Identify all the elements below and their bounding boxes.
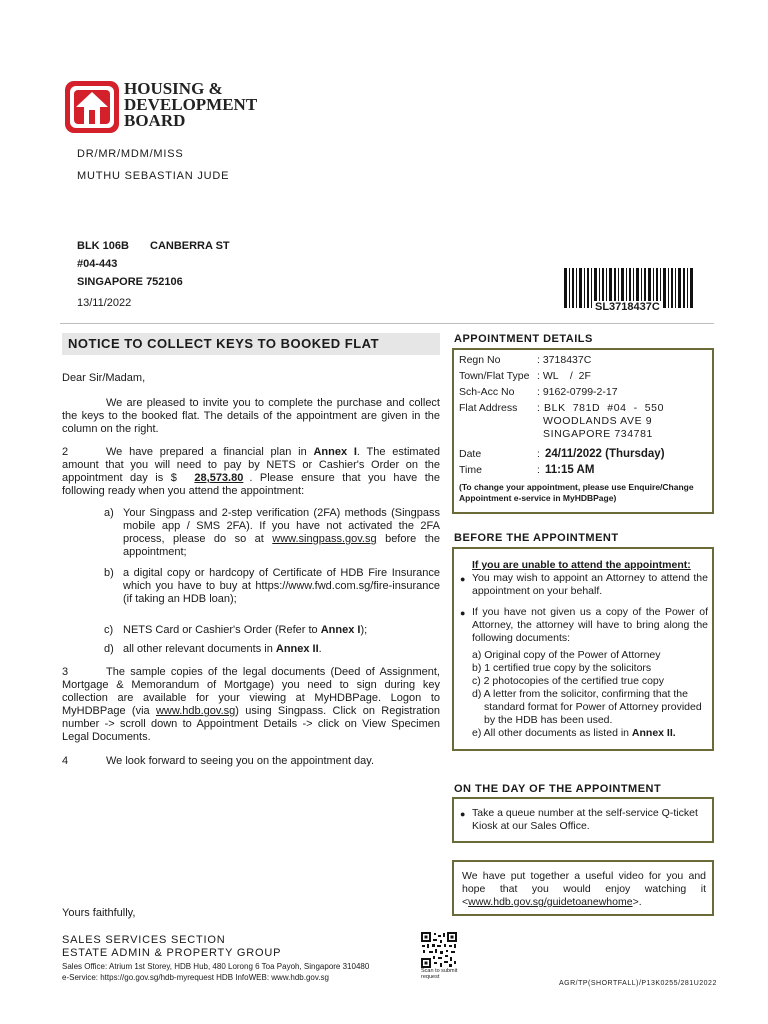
- item-b-label: b): [104, 567, 114, 579]
- footer-eservice: e-Service: https://go.gov.sg/hdb-myrequest HDB InfoWEB: www.hdb.gov.sg: [62, 973, 329, 982]
- onday-bullet-1: Take a queue number at the self-service Q-ticket Kiosk at our Sales Office.: [472, 807, 698, 832]
- item-a-label: a): [104, 507, 114, 519]
- before-bullet-2: If you have not given us a copy of the Power of Attorney, the attorney will have to bring along the following documents:: [472, 606, 708, 644]
- notice-title-banner: [62, 333, 440, 355]
- footer-section: SALES SERVICES SECTION: [62, 934, 226, 946]
- onday-box: [452, 797, 714, 843]
- payment-amount: 28,573.80: [194, 472, 244, 484]
- appointment-change-note: (To change your appointment, please use Enquire/Change Appointment e-service in MyHDBPage): [459, 482, 694, 503]
- paragraph-3-number: 3: [62, 666, 69, 678]
- item-c-text: NETS Card or Cashier's Order (Refer to: [123, 624, 321, 636]
- before-heading: BEFORE THE APPOINTMENT: [454, 532, 619, 544]
- before-subheading: If you are unable to attend the appointment:: [472, 559, 691, 571]
- item-c-label: c): [104, 624, 114, 636]
- notice-title: NOTICE TO COLLECT KEYS TO BOOKED FLAT: [68, 336, 380, 351]
- flat-address-line1: : BLK 781D #04 - 550: [537, 402, 665, 414]
- appointment-heading: APPOINTMENT DETAILS: [454, 333, 593, 345]
- item-b-text: a digital copy or hardcopy of Certificate of HDB Fire Insurance which you have to buy at https://www.fwd.com.sg/fire-insurance (if taking an HDB loan);: [123, 567, 440, 605]
- onday-heading: ON THE DAY OF THE APPOINTMENT: [454, 783, 662, 795]
- paragraph-2: [62, 446, 440, 498]
- video-text-end: >.: [632, 896, 642, 908]
- top-divider: [60, 323, 714, 324]
- paragraph-2-text-c: . Please ensure that you have the following ready when you attend the appointment:: [62, 472, 440, 497]
- date-label: Date: [459, 448, 482, 460]
- qr-code[interactable]: [421, 932, 457, 968]
- logo-text-line1: HOUSING &: [124, 79, 223, 98]
- time-label: Time: [459, 464, 482, 476]
- bullet-icon: ●: [460, 608, 466, 618]
- town-value: : WL / 2F: [537, 370, 591, 382]
- flat-address-line2: WOODLANDS AVE 9: [543, 415, 653, 427]
- regn-label: Regn No: [459, 354, 501, 366]
- bullet-icon: ●: [460, 809, 466, 819]
- paragraph-3-text-a: The sample copies of the legal documents (Deed of Assignment, Mortgage & Memorandum of Mortgage) you need to sign during key collection are available for your viewing at MyHDBPage. Logon to MyHDBPage (via: [62, 666, 440, 717]
- paragraph-3: [62, 666, 440, 744]
- barcode-text: SL3718437C: [592, 301, 663, 314]
- item-d-annex: Annex II: [275, 643, 319, 655]
- item-d-end: .: [318, 643, 322, 655]
- barcode: [564, 268, 694, 318]
- paragraph-1-text: We are pleased to invite you to complete the purchase and collect the keys to the booked flat. The details of the appointment are given in the column on the right.: [62, 397, 440, 435]
- paragraph-3-text-b: ) using Singpass. Click on Registration number -> scroll down to Appointment Details -> click on View Specimen Legal Documents.: [62, 705, 440, 743]
- item-c: [104, 624, 440, 637]
- guide-link[interactable]: www.hdb.gov.sg/guidetoanewhome: [468, 896, 633, 908]
- item-d-text: all other relevant documents in: [123, 643, 276, 655]
- hdb-link[interactable]: www.hdb.gov.sg: [155, 705, 236, 717]
- sch-label: Sch-Acc No: [459, 386, 515, 398]
- addressee-name: MUTHU SEBASTIAN JUDE: [77, 170, 230, 182]
- address-unit: #04-443: [77, 258, 118, 270]
- poa-item-b: b) 1 certified true copy by the solicitors: [472, 662, 652, 674]
- video-box: [452, 860, 714, 916]
- item-a-end: before the appointment;: [123, 533, 441, 558]
- paragraph-2-text-a: We have prepared a financial plan in: [106, 446, 314, 458]
- before-box: [452, 547, 714, 751]
- item-d: [104, 643, 440, 656]
- singpass-link[interactable]: www.singpass.gov.sg: [272, 533, 377, 545]
- poa-item-c: c) 2 photocopies of the certified true copy: [472, 675, 665, 687]
- item-d-label: d): [104, 643, 114, 655]
- town-label: Town/Flat Type: [459, 370, 530, 382]
- appointment-date: 24/11/2022 (Thursday): [545, 448, 665, 460]
- before-bullet-1: You may wish to appoint an Attorney to attend the appointment on your behalf.: [472, 572, 708, 597]
- paragraph-2-annex: Annex I: [313, 446, 357, 458]
- address-blk: BLK 106B: [77, 240, 129, 252]
- item-a: [104, 507, 440, 559]
- bullet-icon: ●: [460, 574, 466, 584]
- hdb-logo: [64, 80, 284, 134]
- footer-group: ESTATE ADMIN & PROPERTY GROUP: [62, 947, 282, 959]
- qr-caption: Scan to submit request: [421, 968, 458, 980]
- paragraph-4-text: We look forward to seeing you on the appointment day.: [106, 755, 375, 767]
- paragraph-1: [62, 397, 440, 436]
- poa-item-e-annex: Annex II.: [631, 727, 676, 739]
- hdb-logo-icon: [64, 80, 120, 134]
- address-postal: SINGAPORE 752106: [77, 276, 183, 288]
- greeting: Dear Sir/Madam,: [62, 372, 146, 384]
- logo-text-line2: DEVELOPMENT: [124, 95, 258, 114]
- video-text: We have put together a useful video for you and hope that you would enjoy watching it <: [462, 870, 706, 908]
- appointment-time: 11:15 AM: [545, 464, 595, 476]
- closing: Yours faithfully,: [62, 907, 136, 919]
- letter-date: 13/11/2022: [77, 297, 132, 309]
- footer-office: Sales Office: Atrium 1st Storey, HDB Hub, 480 Lorong 6 Toa Payoh, Singapore 310480: [62, 962, 370, 971]
- appointment-box: Regn No : 3718437C Town/Flat Type : WL / 2F Sch-Acc No : 9162-0799-2-17 Flat Address : BLK 781D #04 - 550 WOODLANDS AVE 9 SINGAPORE 734781 Date : 24/11/2022 (Thursday) Time : 11:15 AM (To change your appointment, please use Enquire/Change Appointment e-service in MyHDBPage): [452, 348, 714, 514]
- poa-item-d: d) A letter from the solicitor, confirming that the standard format for Power of Attorney provided by the HDB has been used.: [472, 688, 702, 726]
- paragraph-4-number: 4: [62, 755, 69, 767]
- item-c-end: );: [360, 624, 368, 636]
- poa-item-e: [472, 727, 708, 740]
- item-a-text: Your Singpass and 2-step verification (2FA) methods (Singpass mobile app / SMS 2FA). If you have not activated the 2FA process, please do so at: [123, 507, 440, 545]
- salutation-line: DR/MR/MDM/MISS: [77, 148, 184, 160]
- item-b: [104, 567, 440, 606]
- poa-item-a: a) Original copy of the Power of Attorney: [472, 649, 661, 661]
- address-street: CANBERRA ST: [150, 240, 230, 252]
- poa-item-e-text: e) All other documents as listed in: [472, 727, 632, 739]
- qr-code-icon: [421, 932, 457, 968]
- flat-address-label: Flat Address: [459, 402, 518, 414]
- flat-address-line3: SINGAPORE 734781: [543, 428, 653, 440]
- paragraph-4: [62, 755, 440, 768]
- paragraph-2-number: 2: [62, 446, 69, 458]
- paragraph-2-text-b: . The estimated amount that you will need to pay by NETS or Cashier's Order on the appointment day is $: [62, 446, 440, 484]
- sch-value: : 9162-0799-2-17: [537, 386, 618, 398]
- item-c-annex: Annex I: [320, 624, 361, 636]
- regn-value: : 3718437C: [537, 354, 592, 366]
- logo-text-line3: BOARD: [124, 111, 186, 130]
- reference-code: AGR/TP(SHORTFALL)/P13K0255/281U2022: [559, 980, 717, 987]
